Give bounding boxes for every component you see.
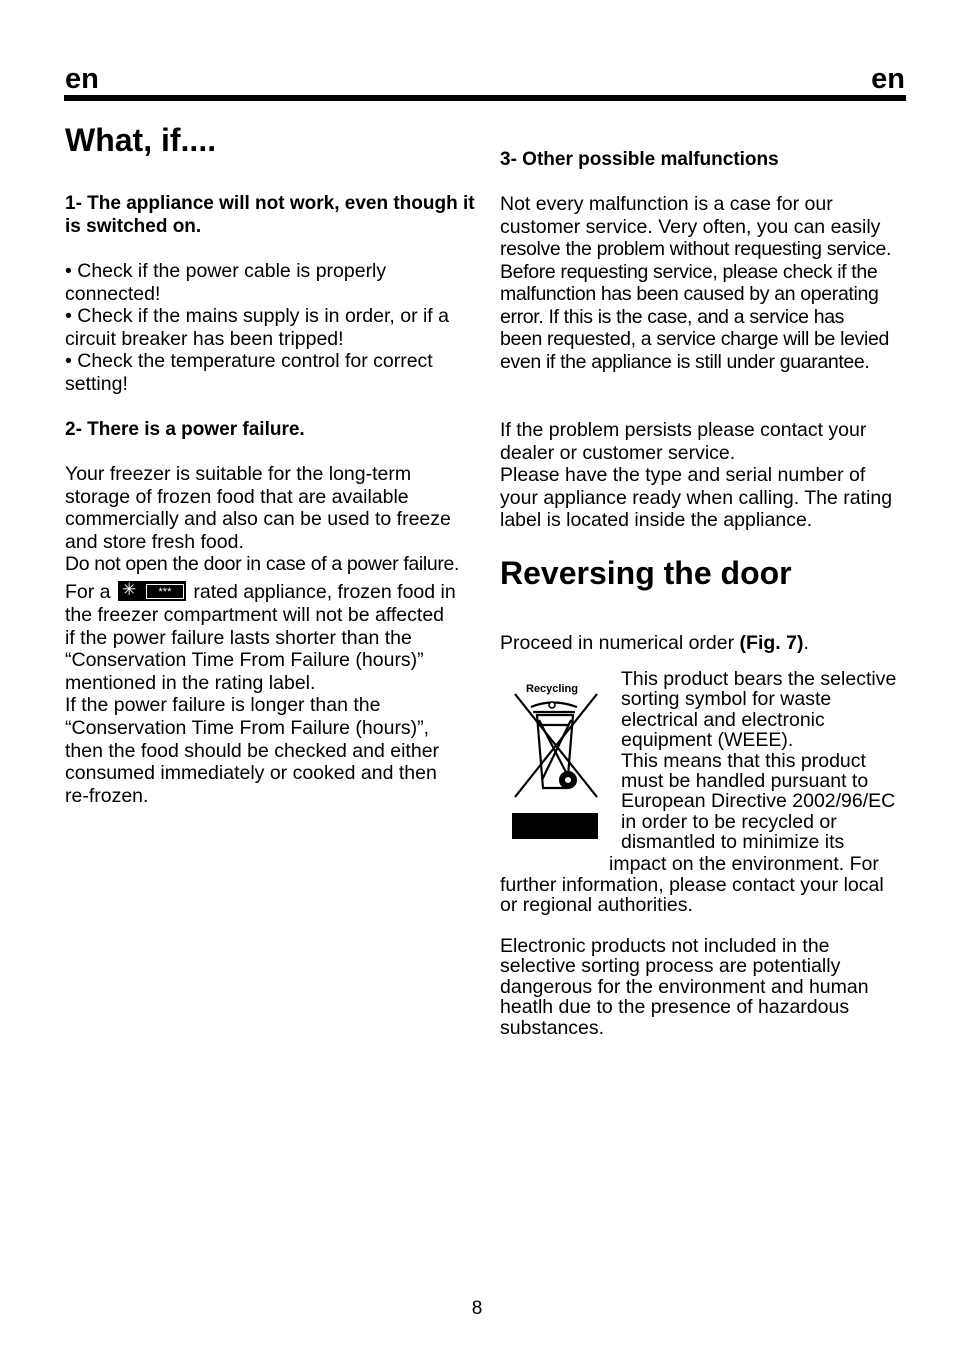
weee-text-paragraph-2: Electronic products not included in the selective sorting process are potentially dangerous for the environment and human heatlh due to the presence of hazardous substances.	[500, 935, 869, 1039]
reversing-door-title: Reversing the door	[500, 555, 792, 591]
section-2-rating-line	[65, 581, 475, 604]
page-number: 8	[471, 1298, 483, 1319]
section-2-paragraph-1: Your freezer is suitable for the long-term storage of frozen food that are available commercially and also can be used to freeze and store fresh food.	[65, 463, 451, 553]
reversing-door-text	[500, 609, 910, 654]
header-rule	[64, 95, 906, 101]
language-code-left: en	[65, 63, 99, 95]
weee-text-side: This product bears the selective sorting symbol for waste electrical and electronic equipment (WEEE). This means that this product must be handled pursuant to European Directive 2002/96/EC in order to be recycled or dismantled to minimize its	[621, 668, 897, 854]
three-star-icon: ***	[146, 584, 184, 599]
weee-recycling-symbol	[505, 680, 605, 845]
check-temperature-control: • Check the temperature control for correct setting!	[65, 350, 433, 395]
check-power-cable: • Check if the power cable is properly connected!	[65, 260, 387, 305]
section-2-heading: 2- There is a power failure.	[65, 419, 305, 440]
section-2-paragraph-2: Do not open the door in case of a power failure.	[65, 553, 460, 575]
crossed-bin-icon	[505, 680, 605, 845]
reversing-text-suffix: .	[803, 631, 809, 654]
snowflake-star-icon: ✳	[121, 580, 137, 599]
section-3-paragraph-1a: Not every malfunction is a case for our customer service. Very often, you can easily	[500, 193, 881, 238]
rating-line-suffix: rated appliance, frozen food in	[187, 581, 456, 603]
section-1-heading: 1- The appliance will not work, even though it is switched on.	[65, 193, 475, 237]
check-mains-supply: • Check if the mains supply is in order, or if a circuit breaker has been tripped!	[65, 305, 449, 350]
recycling-label: Recycling	[526, 683, 578, 695]
figure-reference: (Fig. 7)	[739, 631, 804, 654]
section-3-heading: 3- Other possible malfunctions	[500, 149, 779, 170]
language-code-right: en	[871, 63, 905, 95]
section-3-paragraph-1b: resolve the problem without requesting service. Before requesting service, please check if the malfunction has been caused by an operating error. If this is the case, and a service has been requested, a service charge will be levied even if the appliance is still under guarantee.	[500, 238, 892, 373]
reversing-text-prefix: Proceed in numerical order	[500, 631, 740, 654]
weee-text-continued: further information, please contact your local or regional authorities.	[500, 874, 884, 917]
freezer-star-rating-icon	[118, 581, 186, 601]
rating-line-prefix: For a	[65, 581, 111, 603]
section-1-checklist	[65, 260, 475, 396]
section-2-paragraph-3: the freezer compartment will not be affected if the power failure lasts shorter than the “Conservation Time From Failure (hours)” mentioned in the rating label. If the power failure is longer than the “Conservation Time From Failure (hours)”, then the food should be checked and either consumed immediately or cooked and then re-frozen.	[65, 604, 445, 807]
section-3-paragraph-2: If the problem persists please contact your dealer or customer service. Please have the type and serial number of your appliance ready when calling. The rating label is located inside the appliance.	[500, 419, 893, 532]
weee-text-continued-indent: impact on the environment. For	[609, 853, 879, 875]
what-if-title: What, if....	[65, 122, 217, 158]
